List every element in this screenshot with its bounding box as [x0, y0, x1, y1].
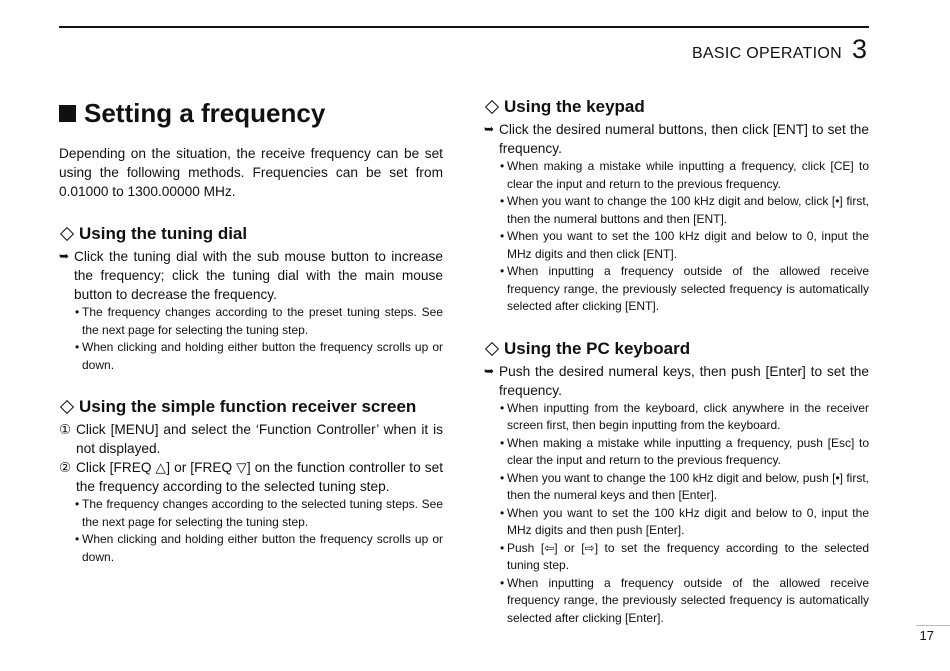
note-item: • When you want to set the 100 kHz digit and below to 0, input the MHz digits and then push [Enter].: [500, 505, 869, 537]
page-number: 17: [919, 628, 934, 643]
right-column: [484, 96, 869, 649]
tuning-dial-step-text: Click the tuning dial with the sub mouse button to increase the frequency; click the tuning dial with the main mouse button to decrease the frequency.: [74, 249, 443, 302]
tuning-dial-section: [59, 223, 443, 374]
note-item: • The frequency changes according to the selected tuning steps. See the next page for selecting the tuning step.: [75, 497, 443, 529]
note-item: • The frequency changes according to the preset tuning steps. See the next page for selecting the tuning step.: [75, 305, 443, 337]
tuning-dial-heading-text: Using the tuning dial: [79, 224, 248, 243]
simple-screen-heading-text: Using the simple function receiver screen: [79, 397, 417, 416]
simple-screen-notes: [75, 496, 443, 566]
header-rule: [59, 26, 869, 28]
keypad-heading-text: Using the keypad: [504, 97, 645, 116]
pc-keyboard-section: [484, 338, 869, 628]
step-number-2: ②: [59, 460, 72, 475]
note-item: • When inputting from the keyboard, click anywhere in the receiver screen first, then begin inputting from the keyboard.: [500, 400, 869, 432]
keypad-heading: [484, 96, 869, 118]
diamond-icon: [485, 341, 499, 355]
pc-keyboard-notes: [500, 400, 869, 628]
note-item: • When clicking and holding either button the frequency scrolls up or down.: [75, 532, 443, 564]
tuning-dial-heading: [59, 223, 443, 245]
chapter-header: [692, 34, 867, 65]
simple-screen-section: [59, 396, 443, 566]
simple-screen-step-1: [59, 420, 443, 458]
diamond-icon: [60, 227, 74, 241]
pc-keyboard-heading-text: Using the PC keyboard: [504, 338, 691, 358]
left-column: [59, 96, 443, 588]
section-title-text: Setting a frequency: [84, 98, 326, 128]
simple-screen-step-1-text: Click [MENU] and select the ‘Function Controller’ when it is not displayed.: [76, 422, 443, 456]
pc-keyboard-heading: [484, 338, 869, 360]
note-item: • Push [⇦] or [⇨] to set the frequency according to the selected tuning step.: [500, 540, 869, 572]
pc-keyboard-step-text: Push the desired numeral keys, then push [Enter] to set the frequency.: [499, 363, 869, 398]
chapter-name: BASIC OPERATION: [691, 45, 842, 62]
square-bullet-icon: [59, 105, 76, 122]
note-item: • When you want to change the 100 kHz digit and below, push [•] first, then the numeral keys and then [Enter].: [500, 470, 869, 502]
simple-screen-heading: [59, 396, 443, 418]
diamond-icon: [60, 400, 74, 414]
chapter-number: 3: [851, 34, 867, 64]
keypad-notes: [500, 158, 869, 316]
tuning-dial-step: [59, 247, 443, 304]
section-title: [59, 96, 443, 130]
keypad-section: [484, 96, 869, 316]
intro-paragraph: Depending on the situation, the receive frequency can be set using the following methods. Frequencies can be set from 0.01000 to 1300.00000 MHz.: [59, 146, 443, 199]
note-item: • When making a mistake while inputting a frequency, push [Esc] to clear the input and return to the previous frequency.: [500, 435, 869, 467]
pc-keyboard-step: [484, 362, 869, 400]
arrow-icon: ➥: [484, 122, 495, 136]
keypad-step-text: Click the desired numeral buttons, then click [ENT] to set the frequency.: [499, 122, 869, 156]
note-item: • When inputting a frequency outside of the allowed receive frequency range, the previously selected frequency is automatically selected after clicking [Enter].: [500, 575, 869, 625]
step-number-1: ①: [59, 422, 72, 437]
note-item: • When you want to change the 100 kHz digit and below, click [•] first, then the numeral buttons and then [ENT].: [500, 194, 869, 226]
footer-rule: [916, 625, 950, 626]
arrow-icon: ➥: [59, 249, 70, 263]
keypad-step: [484, 120, 869, 158]
tuning-dial-notes: [75, 304, 443, 374]
note-item: • When inputting a frequency outside of the allowed receive frequency range, the previously selected frequency is automatically selected after clicking [ENT].: [500, 264, 869, 313]
note-item: • When making a mistake while inputting a frequency, click [CE] to clear the input and return to the previous frequency.: [500, 159, 869, 191]
simple-screen-step-2: [59, 458, 443, 496]
note-item: • When you want to set the 100 kHz digit and below to 0, input the MHz digits and then click [ENT].: [500, 229, 869, 261]
note-item: • When clicking and holding either button the frequency scrolls up or down.: [75, 340, 443, 372]
arrow-icon: ➥: [484, 363, 495, 378]
simple-screen-step-2-text: Click [FREQ △] or [FREQ ▽] on the function controller to set the frequency according to the selected tuning step.: [76, 460, 443, 494]
diamond-icon: [485, 100, 499, 114]
